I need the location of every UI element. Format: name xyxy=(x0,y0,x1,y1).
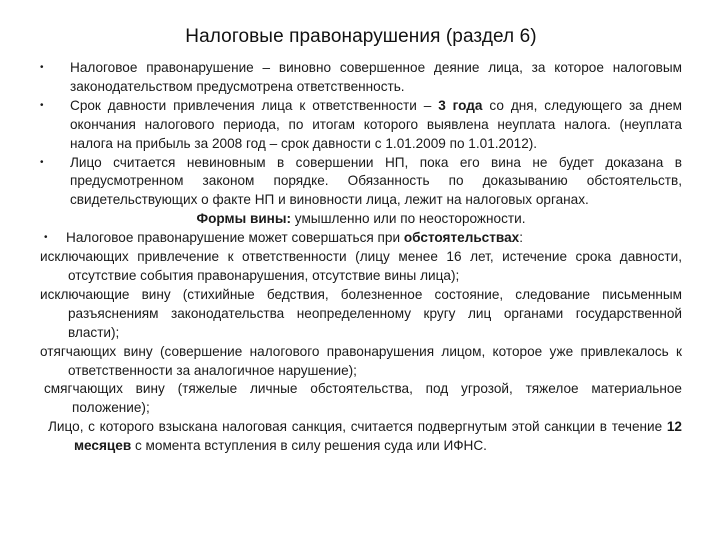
bullet-text: Налоговое правонарушение – виновно совершенное деяние лица, за которое налоговым законодательством предусмотрена ответственность. xyxy=(70,60,682,94)
bullet-presumption-innocence xyxy=(40,154,682,211)
bullet-icon: • xyxy=(40,62,44,73)
sanction-text: Лицо, с которого взыскана налоговая санкция, считается подвергнутым этой санкции в течение xyxy=(48,419,667,435)
bullet-icon: • xyxy=(40,156,44,168)
para-sanction xyxy=(40,418,682,456)
bullet-icon: • xyxy=(44,232,48,244)
bullet-text: : xyxy=(519,230,523,246)
bullet-text: Налоговое правонарушение может совершаться при xyxy=(66,230,404,246)
bullet-circumstances xyxy=(40,229,682,248)
bullet-definition xyxy=(40,59,682,97)
slide-title: Налоговые правонарушения (раздел 6) xyxy=(185,26,537,47)
forms-of-guilt xyxy=(40,210,682,229)
para-mitigating: смягчающих вину (тяжелые личные обстоятельства, под угрозой, тяжелое материальное положение); xyxy=(44,381,682,416)
bullet-limitation-period xyxy=(40,97,682,154)
bold-term: обстоятельствах xyxy=(403,230,520,246)
slide-content xyxy=(40,59,682,456)
sanction-text: с момента вступления в силу решения суда или ИФНС. xyxy=(131,438,487,454)
bold-term: 12 месяцев xyxy=(74,419,682,454)
para-aggravating: отягчающих вину (совершение налогового правонарушения лицом, которое уже привлекалось к ответственности за аналогичное нарушение); xyxy=(40,343,682,378)
forms-text: умышленно или по неосторожности. xyxy=(291,211,526,227)
para-excluding-guilt: исключающие вину (стихийные бедствия, болезненное состояние, следование письменным разъяснениям законодательства неопределенному кругу лиц органами государственной власти); xyxy=(40,286,682,340)
forms-label: Формы вины: xyxy=(196,211,292,227)
bold-term: 3 года xyxy=(438,97,483,113)
bullet-icon: • xyxy=(40,99,44,111)
para-excluding-liability: исключающих привлечение к ответственности (лицу менее 16 лет, истечение срока давности, отсутствие события правонарушения, отсутствие вины лица); xyxy=(40,249,682,283)
bullet-text: со дня, следующего за днем окончания налогового периода, по итогам которого выявлена неуплата налога. (неуплата налога на прибыль за 2008 год – срок давности с 1.01.2009 по 1.01.2012). xyxy=(70,97,682,151)
bullet-text: Срок давности привлечения лица к ответственности – xyxy=(70,97,439,113)
bullet-text: Лицо считается невиновным в совершении НП, пока его вина не будет доказана в предусмотренном законом порядке. Обязанность по доказыванию обстоятельств, свидетельствующих о факте НП и виновности лица, лежит на налоговых органах. xyxy=(70,154,682,208)
